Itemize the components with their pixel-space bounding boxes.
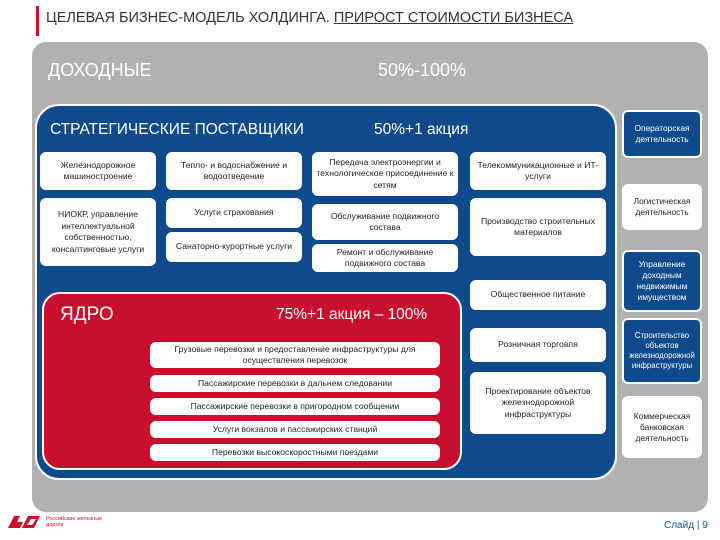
company-logo <box>6 514 106 530</box>
strategic-percent: 50%+1 акция <box>374 121 469 138</box>
strategic-box-rolling-stock-service: Обслуживание подвижного состава <box>312 204 458 240</box>
core-percent: 75%+1 акция – 100% <box>276 306 428 323</box>
slide-title <box>46 10 573 26</box>
logo-text: Российские железные дороги <box>46 516 103 528</box>
core-item-suburban: Пассажирские перевозки в пригородном сообщении <box>150 398 440 415</box>
side-box-infrastructure-construction: Строительство объектов железнодорожной инфраструктуры <box>622 318 702 384</box>
side-box-real-estate: Управление доходным недвижимым имуществом <box>622 250 702 312</box>
side-box-operator: Операторская деятельность <box>622 110 702 158</box>
strategic-box-rnd: НИОКР, управление интеллектуальной собственностью, консалтинговые услуги <box>40 198 156 266</box>
title-accent-bar <box>36 6 39 36</box>
rzd-logo-icon <box>6 514 42 530</box>
strategic-box-retail: Розничная торговля <box>470 328 606 362</box>
slide-title-sub: ПРИРОСТ СТОИМОСТИ БИЗНЕСА <box>333 10 574 26</box>
slide-title-main: ЦЕЛЕВАЯ БИЗНЕС-МОДЕЛЬ ХОЛДИНГА. <box>46 10 330 26</box>
side-box-banking: Коммерческая банковская деятельность <box>622 396 702 458</box>
income-percent: 50%-100% <box>378 60 467 80</box>
strategic-box-design-infrastructure: Проектирование объектов железнодорожной инфраструктуры <box>470 372 606 434</box>
strategic-box-insurance: Услуги страхования <box>166 198 302 228</box>
core-item-freight: Грузовые перевозки и предоставление инфраструктуры для осуществления перевозок <box>150 342 440 368</box>
core-item-long-distance: Пассажирские перевозки в дальнем следовании <box>150 375 440 392</box>
core-label: ЯДРО <box>60 304 114 325</box>
strategic-label: СТРАТЕГИЧЕСКИЕ ПОСТАВЩИКИ <box>50 121 304 138</box>
strategic-box-construction-materials: Производство строительных материалов <box>470 198 606 256</box>
strategic-box-telecom-it: Телекоммуникационные и ИТ-услуги <box>470 152 606 190</box>
slide-number: Слайд | 9 <box>664 520 708 531</box>
strategic-box-sanatorium: Санаторно-курортные услуги <box>166 232 302 262</box>
income-label: ДОХОДНЫЕ <box>48 60 152 80</box>
strategic-box-water-supply: Тепло- и водоснабжение и водоотведение <box>166 152 302 190</box>
core-item-high-speed: Перевозки высокоскоростными поездами <box>150 444 440 461</box>
strategic-box-rolling-stock-repair: Ремонт и обслуживание подвижного состава <box>312 244 458 272</box>
strategic-box-power-transmission: Передача электроэнергии и технологическое присоединение к сетям <box>312 152 458 196</box>
side-box-logistics: Логистическая деятельность <box>622 184 702 230</box>
strategic-box-rail-machinery: Железнодорожное машиностроение <box>40 152 156 190</box>
strategic-box-catering: Общественное питание <box>470 280 606 310</box>
core-item-stations: Услуги вокзалов и пассажирских станций <box>150 421 440 438</box>
